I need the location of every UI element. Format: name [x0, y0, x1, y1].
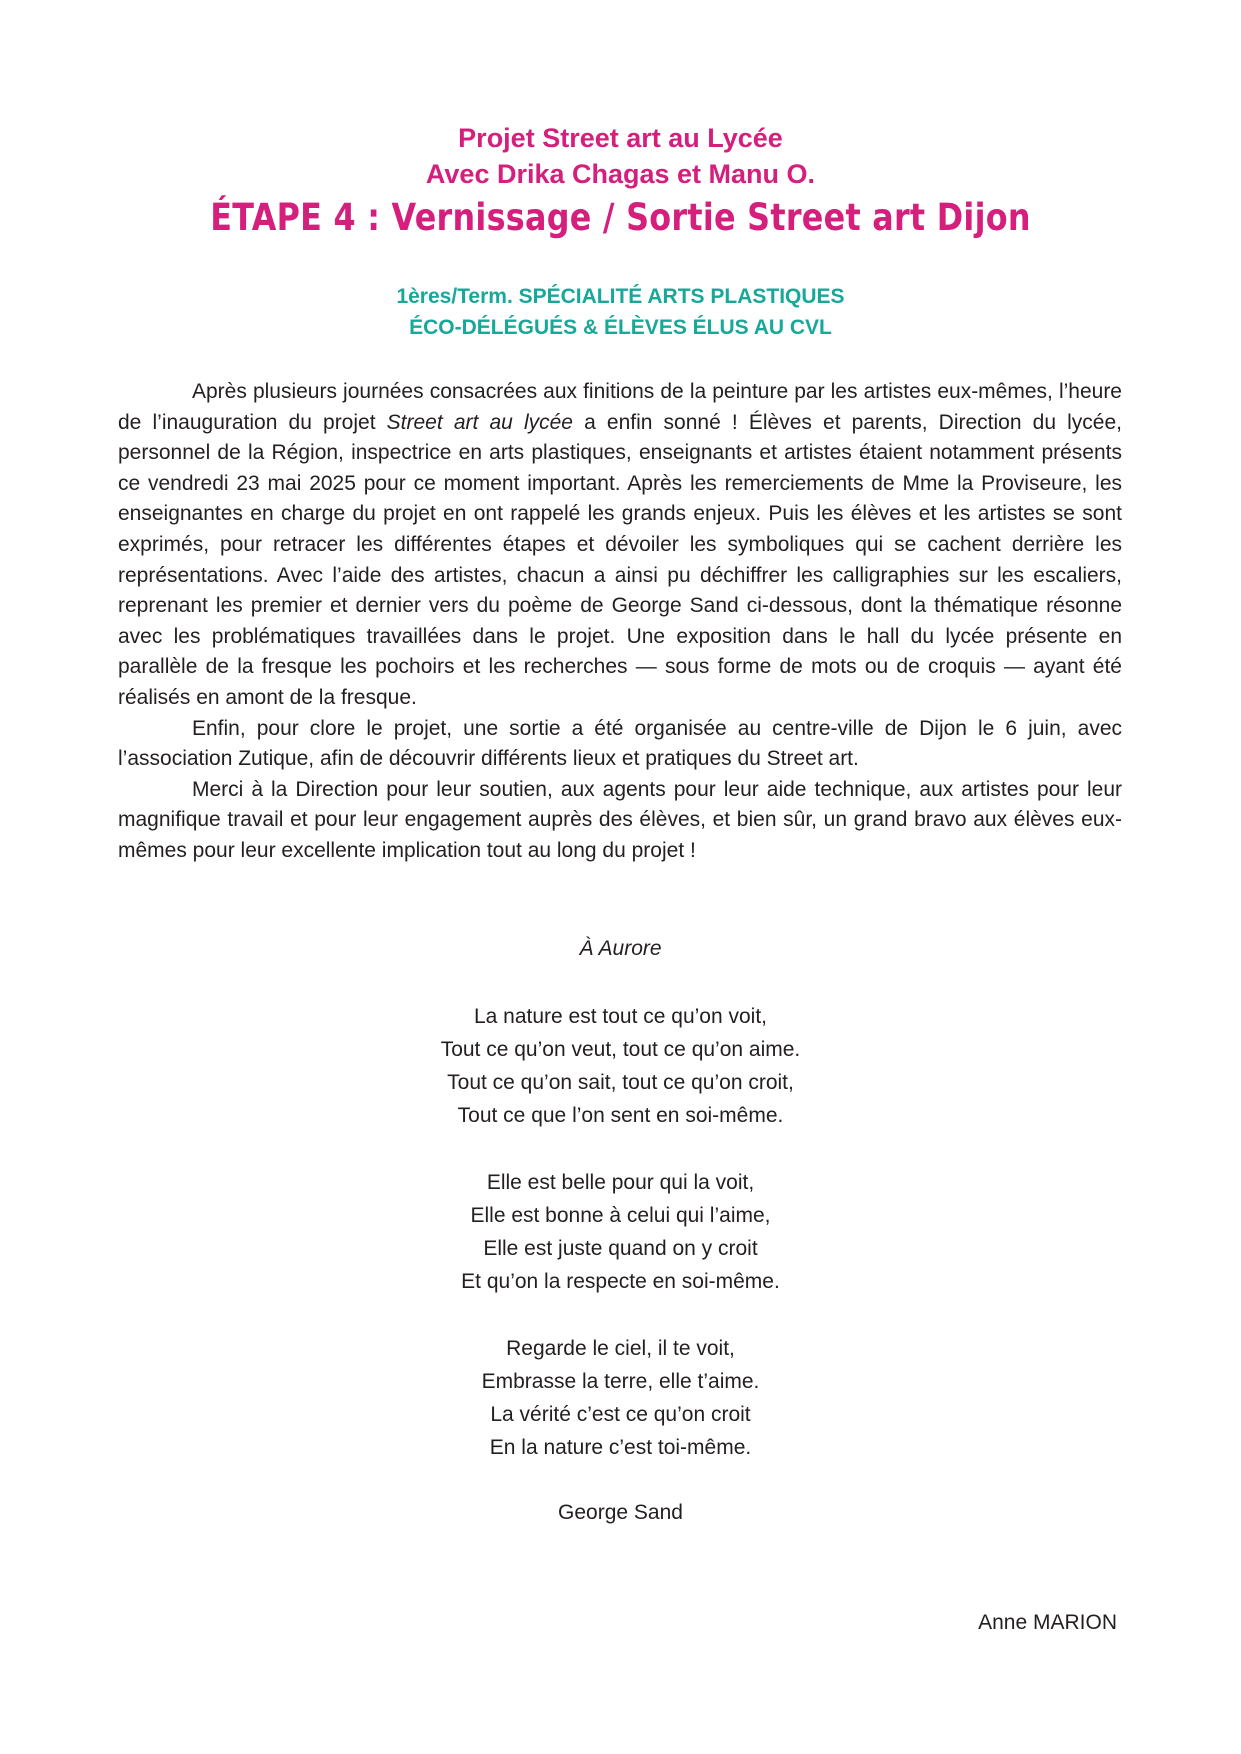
poem-stanza-1 — [0, 1000, 1241, 1132]
poem-author: George Sand — [558, 1501, 683, 1524]
verse: Elle est belle pour qui la voit, — [486, 1171, 755, 1194]
audience-block — [0, 281, 1241, 343]
project-title: Projet Street art au Lycée — [458, 123, 783, 153]
poem-stanza-2 — [0, 1166, 1241, 1298]
paragraph-1-end: a enfin sonné ! Élèves et parents, Direction du lycée, personnel de la Région, inspectrice en arts plastiques, enseignants et artistes étaient notamment présents ce vendredi 23 mai 2025 pour ce moment important. Après les remerciements de Mme la Proviseure, les enseignantes en charge du projet en ont rappelé les grands enjeux. Puis les élèves et les artistes se sont exprimés, pour retracer les différentes étapes et dévoiler les symboliques qui se cachent derrière les représentations. Avec l’aide des artistes, chacun a ainsi pu déchiffrer les calligraphies sur les escaliers, reprenant les premier et dernier vers du poème de George Sand ci-dessous, dont la thématique résonne avec les problématiques travaillées dans le projet. Une exposition dans le hall du lycée présente en parallèle de la fresque les pochoirs et les recherches — sous forme de mots ou de croquis — ayant été réalisés en amont de la fresque. — [118, 410, 1122, 709]
paragraph-1-start: Après plusieurs journées consacrées aux finitions de la peinture par les artistes eux-mêmes, l’heure de l’inauguration du projet — [118, 380, 1122, 434]
verse: Regarde le ciel, il te voit, — [506, 1337, 735, 1360]
verse: Tout ce qu’on veut, tout ce qu’on aime. — [440, 1038, 801, 1061]
verse: Tout ce qu’on sait, tout ce qu’on croit, — [447, 1071, 794, 1094]
article-body — [118, 377, 1122, 867]
verse: Elle est bonne à celui qui l’aime, — [470, 1204, 771, 1227]
paragraph-1 — [118, 377, 1122, 714]
audience-line-2: ÉCO-DÉLÉGUÉS & ÉLÈVES ÉLUS AU CVL — [409, 316, 832, 339]
etape-heading: ÉTAPE 4 : Vernissage / Sortie Street art Dijon — [210, 196, 1031, 239]
verse: Et qu’on la respecte en soi-même. — [461, 1270, 780, 1293]
verse: Elle est juste quand on y croit — [483, 1237, 758, 1260]
verse: En la nature c’est toi-même. — [489, 1436, 752, 1459]
artists-line: Avec Drika Chagas et Manu O. — [425, 159, 816, 189]
document-header — [0, 120, 1241, 242]
paragraph-3: Merci à la Direction pour leur soutien, aux agents pour leur aide technique, aux artistes pour leur magnifique travail et pour leur engagement auprès des élèves, et bien sûr, un grand bravo aux élèves eux-mêmes pour leur excellente implication tout au long du projet ! — [118, 777, 1122, 862]
poem — [0, 934, 1241, 1528]
verse: La nature est tout ce qu’on voit, — [473, 1005, 768, 1028]
project-name-italic: Street art au lycée — [386, 410, 573, 434]
poem-stanza-3 — [0, 1332, 1241, 1464]
audience-line-1: 1ères/Term. SPÉCIALITÉ ARTS PLASTIQUES — [396, 285, 845, 308]
author-signature: Anne MARION — [978, 1611, 1117, 1634]
paragraph-2: Enfin, pour clore le projet, une sortie a été organisée au centre-ville de Dijon le 6 juin, avec l’association Zutique, afin de découvrir différents lieux et pratiques du Street art. — [118, 716, 1122, 771]
verse: Embrasse la terre, elle t’aime. — [481, 1370, 760, 1393]
poem-title: À Aurore — [579, 937, 662, 960]
verse: Tout ce que l’on sent en soi-même. — [457, 1104, 784, 1127]
verse: La vérité c’est ce qu’on croit — [490, 1403, 751, 1426]
